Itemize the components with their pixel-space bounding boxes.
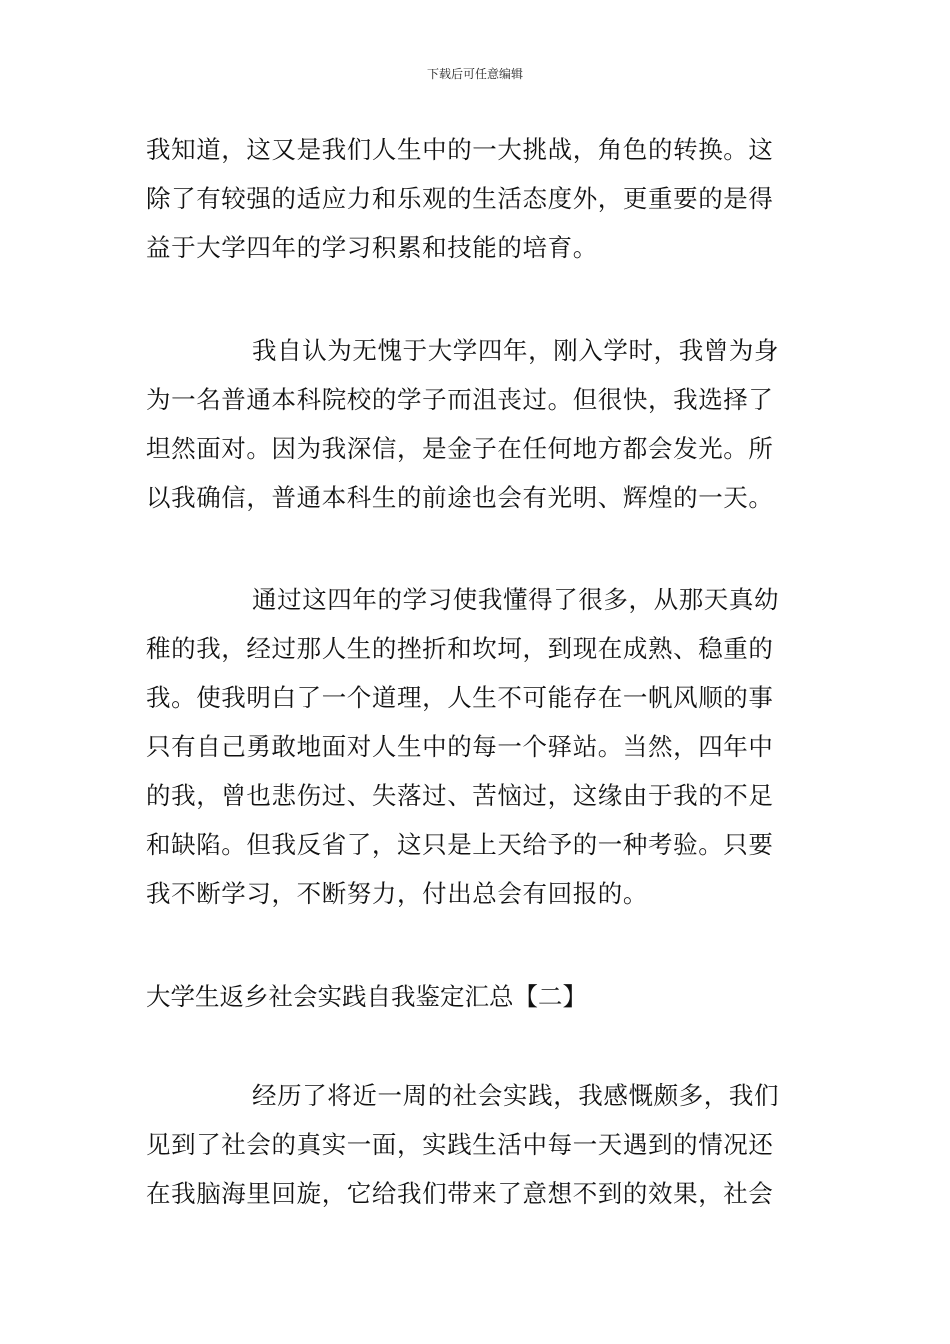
paragraph-1 bbox=[146, 125, 811, 272]
paragraph-line: 以我确信，普通本科生的前途也会有光明、辉煌的一天。 bbox=[146, 483, 774, 512]
paragraph-line: 为一名普通本科院校的学子而沮丧过。但很快，我选择了 bbox=[146, 385, 774, 414]
paragraph-line: 和缺陷。但我反省了，这只是上天给予的一种考验。只要 bbox=[146, 830, 774, 859]
paragraph-line: 在我脑海里回旋，它给我们带来了意想不到的效果，社会 bbox=[146, 1179, 774, 1208]
paragraph-line: 我。使我明白了一个道理，人生不可能存在一帆风顺的事 bbox=[146, 683, 774, 712]
paragraph-line: 我知道，这又是我们人生中的一大挑战，角色的转换。这 bbox=[146, 135, 774, 164]
paragraph-line: 坦然面对。因为我深信，是金子在任何地方都会发光。所 bbox=[146, 434, 774, 463]
paragraph-4 bbox=[146, 1071, 811, 1218]
paragraph-2 bbox=[146, 326, 811, 522]
paragraph-3 bbox=[146, 575, 811, 918]
paragraph-line: 见到了社会的真实一面，实践生活中每一天遇到的情况还 bbox=[146, 1130, 774, 1159]
paragraph-line: 我不断学习，不断努力，付出总会有回报的。 bbox=[146, 879, 648, 908]
paragraph-line: 经历了将近一周的社会实践，我感慨颇多，我们 bbox=[252, 1081, 780, 1110]
paragraph-line: 除了有较强的适应力和乐观的生活态度外，更重要的是得 bbox=[146, 184, 774, 213]
paragraph-line: 稚的我，经过那人生的挫折和坎坷，到现在成熟、稳重的 bbox=[146, 634, 774, 663]
paragraph-line: 只有自己勇敢地面对人生中的每一个驿站。当然，四年中 bbox=[146, 732, 774, 761]
section-heading: 大学生返乡社会实践自我鉴定汇总【二】 bbox=[146, 982, 587, 1011]
paragraph-line: 通过这四年的学习使我懂得了很多，从那天真幼 bbox=[252, 585, 780, 614]
paragraph-line: 的我，曾也悲伤过、失落过、苦恼过，这缘由于我的不足 bbox=[146, 781, 774, 810]
paragraph-line: 我自认为无愧于大学四年，刚入学时，我曾为身 bbox=[252, 336, 780, 365]
paragraph-line: 益于大学四年的学习积累和技能的培育。 bbox=[146, 233, 598, 262]
page-header-note: 下载后可任意编辑 bbox=[426, 67, 523, 81]
